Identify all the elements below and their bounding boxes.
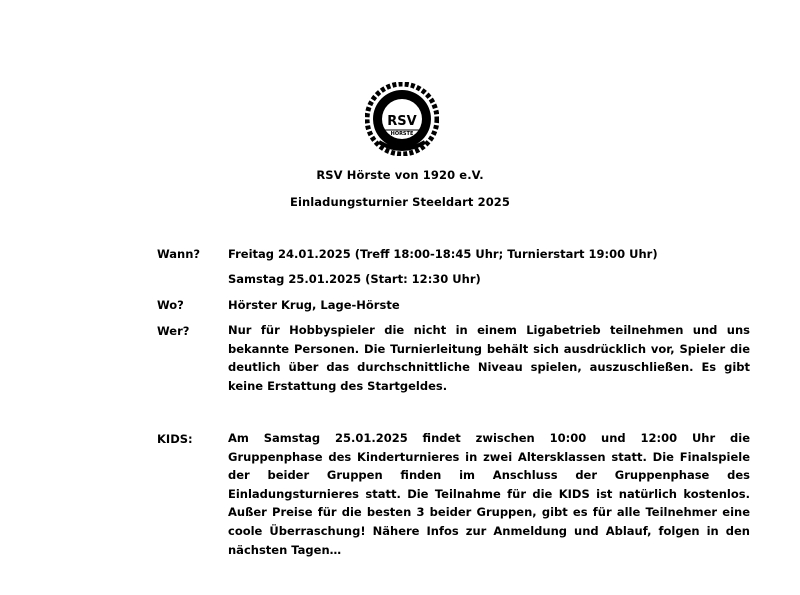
event-title: Einladungsturnier Steeldart 2025 (289, 195, 511, 209)
wann-label: Wann? (157, 247, 201, 261)
wann-line-2: Samstag 25.01.2025 (Start: 12:30 Uhr) (228, 272, 481, 286)
logo-subtext: HÖRSTE (390, 131, 414, 137)
kids-text: Am Samstag 25.01.2025 findet zwischen 10:00 und 12:00 Uhr die Gruppenphase des Kinderturnieres in zwei Altersklassen statt. Die Finalspiele der beider Gruppen finden im Anschluss der Gruppenphase des Einladungsturnieres statt. Die Teilnahme für die KIDS ist natürlich kostenlos. Außer Preise für die besten 3 beider Gruppen, gibt es für alle Teilnehmer eine coole Überraschung! Nähere Infos zur Anmeldung und Ablauf, folgen in den nächsten Tagen… (228, 431, 750, 557)
wo-label: Wo? (157, 298, 184, 312)
kids-label: KIDS: (157, 432, 193, 446)
wann-line-1: Freitag 24.01.2025 (Treff 18:00-18:45 Uhr; Turnierstart 19:00 Uhr) (228, 247, 658, 261)
club-logo (365, 82, 439, 156)
wer-text: Nur für Hobbyspieler die nicht in einem Ligabetrieb teilnehmen und uns bekannte Personen. Die Turnierleitung behält sich ausdrücklich vor, Spieler die deutlich über das durchschnittliche Niveau spielen, auszuschließen. Es gibt keine Erstattung des Startgeldes. (228, 323, 750, 393)
logo-text: RSV (387, 114, 417, 129)
club-name: RSV Hörste von 1920 e.V. (316, 168, 484, 182)
wo-value: Hörster Krug, Lage-Hörste (228, 298, 400, 312)
wer-label: Wer? (157, 324, 190, 338)
